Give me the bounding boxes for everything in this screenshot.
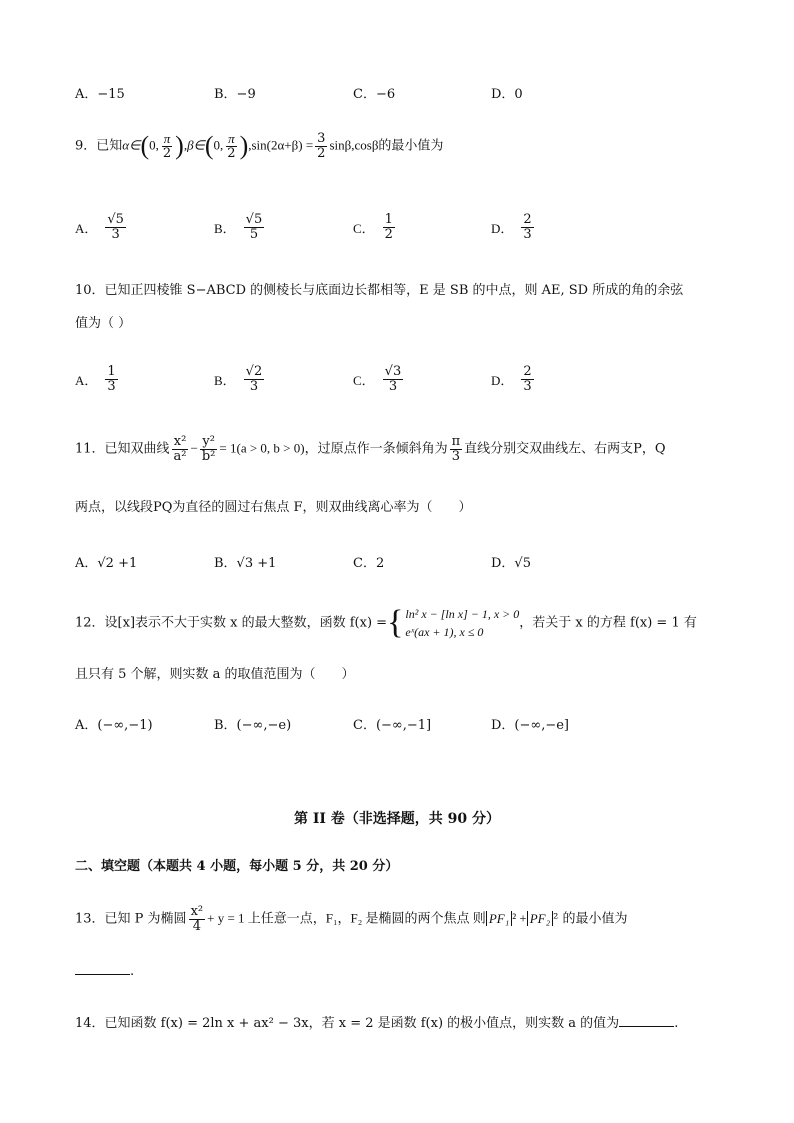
option-text: D．√5 (491, 555, 531, 571)
q12-option-b[interactable] (214, 703, 291, 743)
q12-option-d[interactable] (491, 703, 569, 743)
case-1: ln² x − [ln x] − 1, x > 0 (405, 607, 520, 621)
q12-option-c[interactable] (353, 703, 431, 743)
q11-option-b[interactable] (214, 541, 276, 581)
pi-over-two: $\frac{\pi}{2}$ (162, 131, 172, 161)
q12-options (75, 703, 735, 743)
q12-option-a[interactable] (75, 703, 153, 743)
paren-close: ) (175, 131, 184, 161)
q8-option-d[interactable] (491, 72, 523, 112)
q11-prefix: 11．已知双曲线 (75, 441, 170, 457)
q10-option-b[interactable]: B． $\frac{√2}{3}$ (214, 363, 263, 394)
option-text: C．−6 (353, 86, 396, 102)
q9-alpha: α∈ (122, 137, 141, 153)
y2-over-b2: $\frac{\text{y²}}{\text{b²}}$ (201, 434, 216, 464)
answer-blank[interactable] (75, 962, 130, 975)
q9-beta: ,β∈ (183, 137, 205, 153)
q14-stem: 14．已知函数 f(x) = 2ln x + ax² − 3x，若 x = 2 是函数 f(x) 的极小值点，则实数 a 的值为 . (75, 1016, 679, 1031)
q11-line-2: 两点，以线段PQ为直径的圆过右焦点 F，则双曲线离心率为（ ） (75, 500, 472, 515)
q11-options (75, 541, 735, 581)
option-text: A．−15 (75, 86, 125, 102)
q14-text: 14．已知函数 f(x) = 2ln x + ax² − 3x，若 x = 2 是函数 f(x) 的极小值点，则实数 a 的值为 (75, 1016, 620, 1031)
paren-open: ( (140, 131, 150, 161)
q9-option-d[interactable]: D． $\frac{2}{3}$ (491, 211, 532, 242)
q9-tail: sinβ,cosβ的最小值为 (329, 137, 444, 153)
q9-options (75, 207, 735, 247)
q9-option-a[interactable]: A． $\frac{√5}{3}$ (75, 211, 124, 242)
q13-tail: ² 的最小值为 (553, 911, 628, 927)
q10-option-c[interactable]: C． $\frac{√3}{3}$ (353, 363, 402, 394)
option-text: A．(−∞,−1) (75, 717, 153, 733)
q13-mid: + y = 1 上任意一点，F₁，F₂ 是椭圆的两个焦点 则 (207, 910, 486, 926)
part-two-heading: 第 II 卷（非选择题，共 90 分） (293, 811, 501, 827)
option-text: B．−9 (214, 86, 256, 102)
q8-options (75, 72, 735, 112)
q11-option-d[interactable] (491, 541, 531, 581)
case-2: eˣ(ax + 1), x ≤ 0 (405, 625, 484, 639)
q10-option-d[interactable]: D． $\frac{2}{3}$ (491, 363, 532, 394)
q12-stem (75, 605, 697, 641)
q11-tail: 直线分别交双曲线左、右两支P，Q (464, 441, 666, 457)
x2-over-4: $\frac{\text{x²}}{4}$ (190, 904, 204, 934)
q12-line-2: 且只有 5 个解，则实数 a 的取值范围为（ ） (75, 667, 355, 682)
q8-option-c[interactable] (353, 72, 395, 112)
option-text: B．(−∞,−e) (214, 717, 292, 733)
q12-tail: ，若关于 x 的方程 f(x) = 1 有 (519, 615, 697, 631)
section-heading: 二、填空题（本题共 4 小题，每小题 5 分，共 20 分） (75, 859, 399, 874)
q9-sin-expr: ,sin(2α+β) = (248, 137, 314, 153)
option-text: D．(−∞,−e] (491, 717, 570, 733)
q10-line-1: 10．已知正四棱锥 S−ABCD 的侧棱长与底面边长都相等，E 是 SB 的中点，则 AE, SD 所成的角的余弦 (75, 283, 684, 298)
q12-prefix: 12．设[x]表示不大于实数 x 的最大整数，函数 f(x) = (75, 615, 388, 631)
abs-pf2: PF₂ (527, 911, 553, 926)
three-halves: $\frac{3}{2}$ (317, 131, 326, 161)
q11-option-c[interactable] (353, 541, 384, 581)
option-text: D．0 (491, 86, 523, 102)
q9-option-c[interactable]: C． $\frac{1}{2}$ (353, 211, 393, 242)
q9-prefix: 9．已知 (75, 138, 123, 154)
q11-eq: = 1(a > 0, b > 0)，过原点作一条倾斜角为 (219, 440, 448, 456)
q10-option-a[interactable]: A． $\frac{1}{3}$ (75, 363, 116, 394)
option-text: A．√2 +1 (75, 555, 138, 571)
q13-answer-blank[interactable]: . (75, 962, 134, 979)
q11-stem: 11．已知双曲线 $\frac{\text{x²}}{\text{a²}}$ − $\frac{\text{y²}}{\text{b²}}$ = 1(a > 0, b > 0)，过原点作一条倾斜角为 $\frac{\pi}{3}$ 直线分别交双曲线左、右两支P，Q (75, 434, 666, 464)
q13-stem: 13．已知 P 为椭圆 $\frac{\text{x²}}{4}$ + y = 1 上任意一点，F₁，F₂ 是椭圆的两个焦点 则 PF₁ ² + PF₂ ² 的最小值为 (75, 904, 628, 934)
q8-option-b[interactable] (214, 72, 256, 112)
abs-pf1: PF₁ (486, 911, 512, 926)
option-text: C．(−∞,−1] (353, 717, 432, 733)
option-text: C．2 (353, 555, 385, 571)
q8-option-a[interactable] (75, 72, 125, 112)
q13-prefix: 13．已知 P 为椭圆 (75, 911, 187, 927)
q9-stem: 9．已知α∈(0, $\frac{\pi}{2}$ ),β∈(0, $\frac{\pi}{2}$ ),sin(2α+β) = $\frac{3}{2}$ sinβ,cosβ的最小值为 (75, 131, 444, 161)
x2-over-a2: $\frac{\text{x²}}{\text{a²}}$ (173, 434, 187, 464)
pi-over-three: $\frac{\pi}{3}$ (451, 434, 461, 464)
q10-options (75, 359, 735, 399)
answer-blank[interactable] (619, 1014, 674, 1027)
q10-line-2: 值为（ ） (75, 316, 132, 331)
q9-option-b[interactable]: B． $\frac{√5}{5}$ (214, 211, 263, 242)
option-text: B．√3 +1 (214, 555, 277, 571)
piecewise: { ln² x − [ln x] − 1, x > 0 eˣ(ax + 1), x ≤ 0 (387, 604, 520, 641)
q11-option-a[interactable] (75, 541, 137, 581)
